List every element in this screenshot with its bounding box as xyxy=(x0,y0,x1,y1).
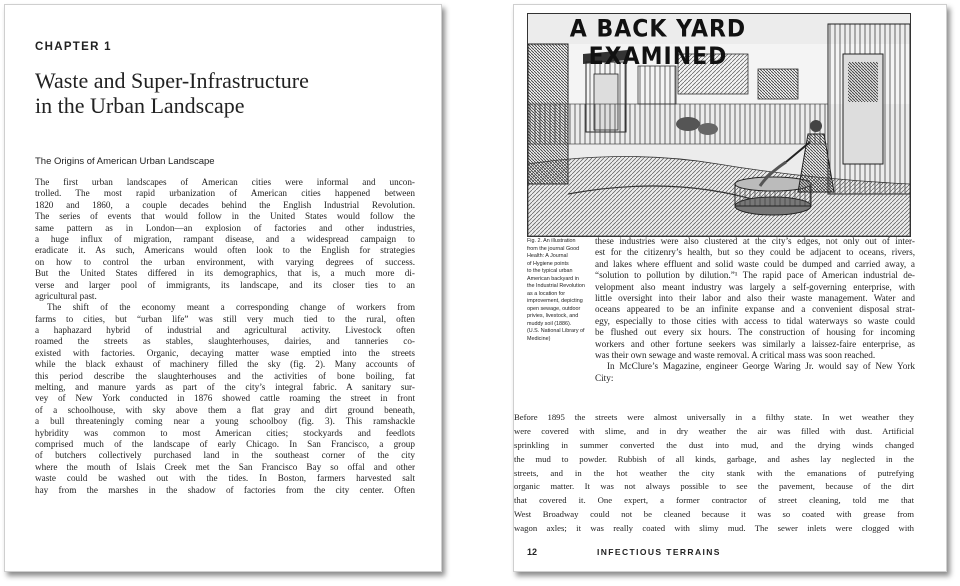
body-text-line: was their own sewage and waste removal. A critical mass was soon reached. xyxy=(595,349,876,360)
chapter-label: CHAPTER 1 xyxy=(35,41,112,53)
body-text-line: hay from the marshes in the shadow of factories from the city center. Often xyxy=(35,484,415,495)
figure-caption xyxy=(527,238,583,343)
body-text-line: a huge influx of migration, rampant disease, and a widespread campaign to xyxy=(35,233,415,244)
body-text-line: while the black exhaust of machinery filled the sky (fig. 2). Many accounts of xyxy=(35,359,415,370)
caption-line: Fig. 2. An illustration xyxy=(527,238,576,244)
body-text-line: on how to control the urban environment, with varying degrees of success. xyxy=(35,256,415,267)
body-text-line: existed with factories. Organic, decaying matter wase emptied into the streets xyxy=(35,347,415,358)
body-text-line: est for the citizenry’s health, but so they could be adjacent to oceans, rivers, xyxy=(595,247,915,258)
body-text-line: eradicate it. As such, Americans would often look to the English for strategies xyxy=(35,245,415,256)
quote-text-line: the mud to powder. Rubbish of all kinds, garbage, and ashes lay neglected in the xyxy=(514,453,914,464)
illustration-title: A BACK YARD EXAMINED xyxy=(569,15,747,71)
body-text-line: The first urban landscapes of American cities were informal and uncon- xyxy=(35,177,415,187)
caption-line: privies, livestock, and xyxy=(527,313,579,319)
caption-line: as a location for xyxy=(527,290,566,297)
body-text-line: vey of New York conducted in 1876 showed cattle roaming the street in front xyxy=(35,393,415,404)
left-page xyxy=(4,4,442,572)
quote-text-line: West Broadway could not be cleaned because it was so coated with grease from xyxy=(514,509,914,520)
body-text-line: these industries were also clustered at the city’s edges, not only out of inter- xyxy=(595,236,915,246)
page-number: 12 xyxy=(527,547,538,557)
body-text-line: little oversight into their labor and also their waste management. Water and xyxy=(595,292,915,303)
body-text-line: melting, and manure yards as part of the city’s integral fabric. A sanitary sur- xyxy=(35,382,415,393)
caption-line: to the typical urban xyxy=(527,268,573,274)
body-text-line: hybridity was common to most American cities; stockyards and feedlots xyxy=(35,427,415,438)
caption-line: American backyard in xyxy=(527,275,579,282)
body-text-line: of a schoolhouse, with sky above them a flat gray and dirt ground beneath, xyxy=(35,404,415,415)
caption-line: (U.S. National Library of xyxy=(527,328,585,334)
caption-line: Medicine) xyxy=(527,335,551,342)
body-text-line: egy, especially to those cities with access to tidal waterways so waste could xyxy=(595,315,915,326)
body-text-line: oceans appeared to be an infinite expanse and a convenient disposal strat- xyxy=(595,304,915,315)
running-head: INFECTIOUS TERRAINS xyxy=(597,547,721,557)
quote-text-line: Before 1895 the streets were almost universally in a filthy state. In wet weather they xyxy=(514,412,914,422)
block-quote xyxy=(514,411,914,536)
quote-text-line: were covered with slime, and in dry weather the air was filled with dust. Artificial xyxy=(514,425,914,436)
body-text-line: a haphazard hybrid of industrial and agricultural activity. Livestock often xyxy=(35,325,415,336)
body-text-line: agricultural past. xyxy=(35,290,97,301)
caption-line: of Hygiene points xyxy=(527,260,569,267)
caption-line: muddy soil (1886). xyxy=(527,320,572,327)
body-text-line: and lakes where effluent and solid waste could be dumped and carried away, a xyxy=(595,258,915,269)
body-text-line: of butchers collectively purchased land in the southeast corner of the city xyxy=(35,450,415,461)
left-body-text xyxy=(35,177,415,496)
body-text-line: roamed the streets as stables, slaughterhouses, dairies, and tanneries co- xyxy=(35,336,415,347)
body-text-line: be flushed out every six hours. The construction of housing for incoming xyxy=(595,327,915,338)
body-text-line: comprised much of the landscape of early Chicago. In San Francisco, a group xyxy=(35,438,415,449)
chapter-title-line-1: Waste and Super-Infrastructure xyxy=(35,68,309,93)
body-text-line: a bull threateningly coming near a young schoolboy (fig. 3). This ramshackle xyxy=(35,416,415,427)
body-text-line: verse and larger pool of immigrants, its landscape, and its closer ties to an xyxy=(35,279,415,290)
caption-line: from the journal Good xyxy=(527,245,580,252)
body-text-line: The shift of the economy meant a corresponding change of workers from xyxy=(47,302,415,313)
body-text-line: “solution to pollution by dilution.”¹ The rapid pace of American industrial de- xyxy=(595,270,915,281)
body-text-line: waste could be washed out with the tides. In Boston, farmers harvested salt xyxy=(35,473,415,484)
body-text-line: workers and other fortune seekers was similarly a laissez-faire enterprise, as xyxy=(595,338,915,349)
body-text-line: 1820 and 1860, a couple decades behind the English Industrial Revolution. xyxy=(35,199,415,210)
quote-text-line: organic matter. It was not always possible to see the pavement, because of the dirt xyxy=(514,481,914,492)
body-text-line: farms to cities, but “urban life” was still very much tied to the rural, often xyxy=(35,313,415,324)
quote-text-line: sprinkling in summer converted the dust into mud, and the drying winds changed xyxy=(514,439,914,450)
body-text-line: trolled. The most rapid urbanization of American cities happened between xyxy=(35,188,415,199)
chapter-title xyxy=(35,68,425,118)
right-page xyxy=(513,4,947,572)
body-text-line: this period describe the slaughterhouses and the activities of bone boiling, fat xyxy=(35,370,415,381)
caption-line: open sewage, outdoor xyxy=(527,305,581,312)
caption-line: Health: A Journal xyxy=(527,253,568,259)
section-heading: The Origins of American Urban Landscape xyxy=(35,156,215,167)
chapter-title-line-2: in the Urban Landscape xyxy=(35,93,245,118)
quote-text-line: that covered it. One expert, a former contractor of street cleaning, told me that xyxy=(514,495,914,506)
quote-text-line: wagon axles; it was really coated with slimy mud. The sewer inlets were clogged with xyxy=(514,523,914,534)
body-text-line: The series of events that would follow in the United States would follow the xyxy=(35,211,415,222)
body-text-line: same pattern as in London—an explosion of factories and other industries, xyxy=(35,222,415,233)
body-text-line: where the mouth of Islais Creek met the San Francisco Bay so offal and other xyxy=(35,461,415,472)
caption-line: improvement, depicting xyxy=(527,298,583,304)
body-text-line: City: xyxy=(595,372,614,383)
caption-line: the Industrial Revolution xyxy=(527,283,585,289)
body-text-line: But the United States differed in its demographics, that is, a much more di- xyxy=(35,268,415,279)
body-text-line: velopment also meant industry was largely a self-governing enterprise, with xyxy=(595,281,915,292)
quote-text-line: streets, and in the hot weather the city stank with the emanations of putrefying xyxy=(514,467,914,478)
body-text-line: In McClure’s Magazine, engineer George Waring Jr. would say of New York xyxy=(607,361,915,372)
